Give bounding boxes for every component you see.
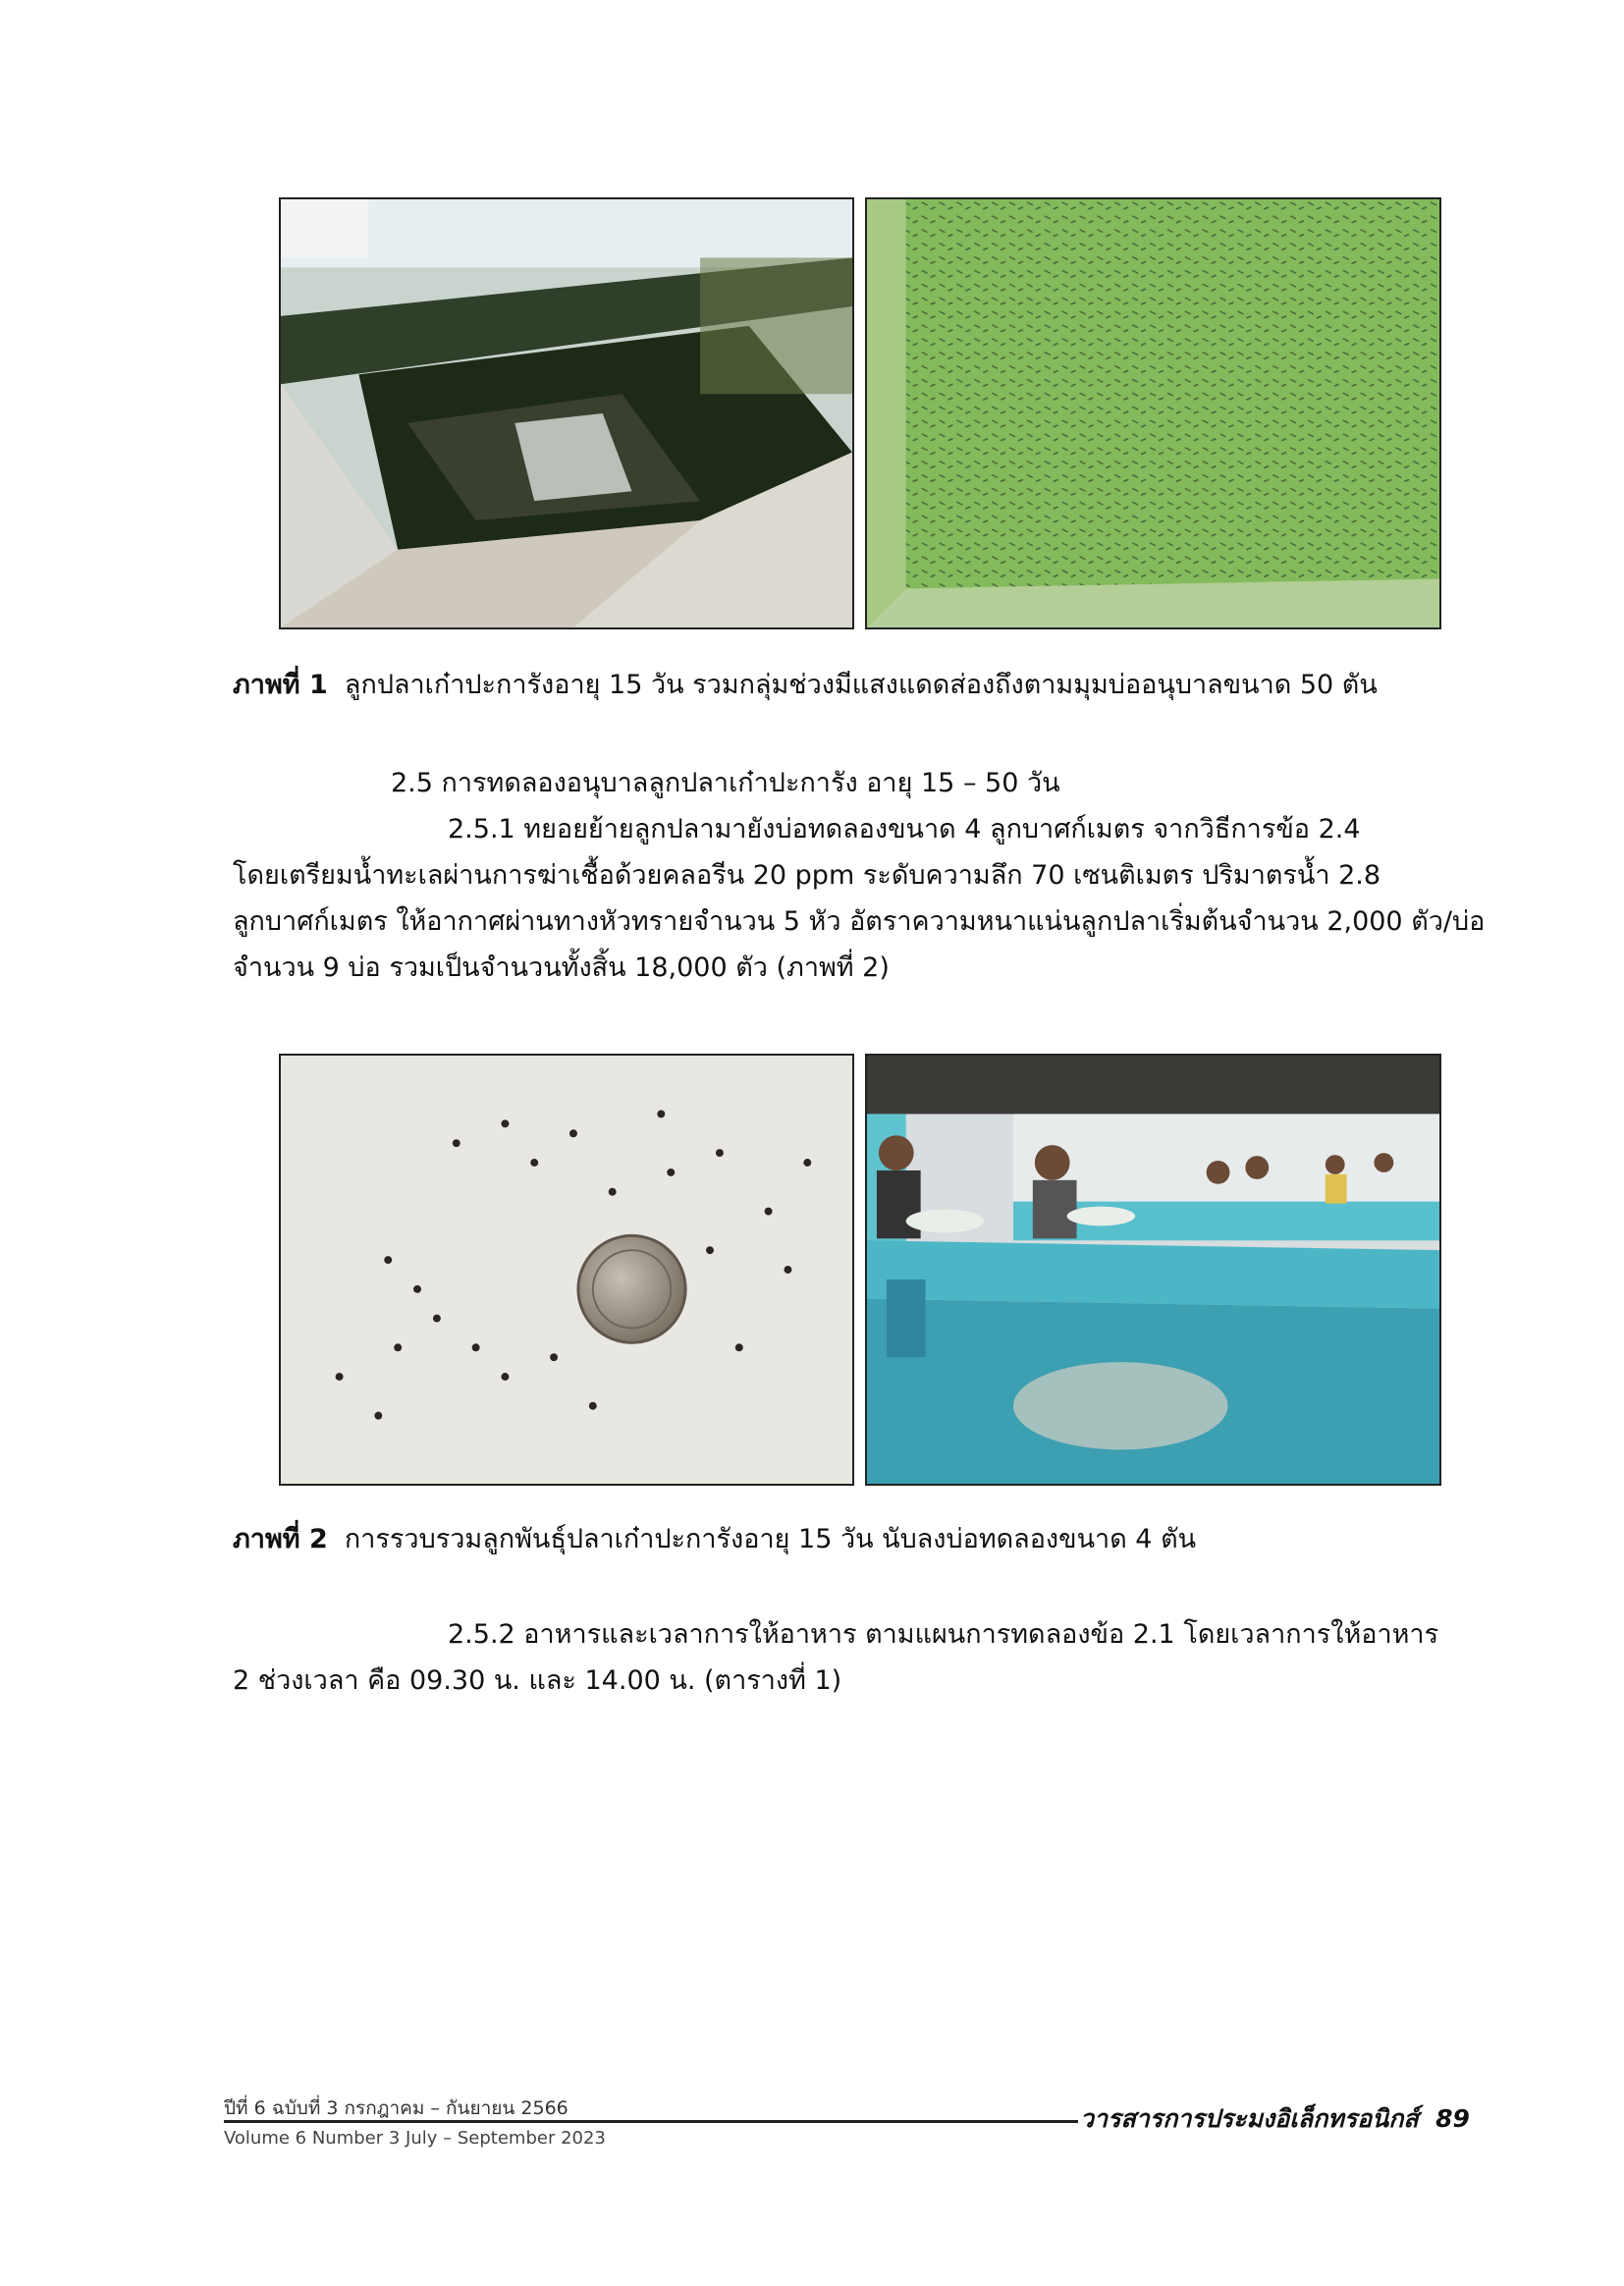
page-number: 89: [1435, 2104, 1470, 2133]
figure1-photo-fry-corner: [865, 197, 1441, 629]
footer-journal: [1080, 2099, 1470, 2139]
section-2-5-1-line-2: โดยเตรียมน้ำทะเลผ่านการฆ่าเชื้อด้วยคลอรีน 20 ppm ระดับความลึก 70 เซนติเมตร ปริมาตรน้ำ 2.8: [233, 860, 1381, 891]
figure1-label: ภาพที่ 1: [233, 670, 328, 700]
figure2-caption: [233, 1520, 1196, 1559]
section-2-5-heading: 2.5 การทดลองอนุบาลลูกปลาเก๋าปะการัง อายุ 15 – 50 วัน: [391, 768, 1060, 798]
footer-issue-thai: ปีที่ 6 ฉบับที่ 3 กรกฎาคม – กันยายน 2566: [224, 2097, 568, 2119]
footer-rule: [224, 2120, 1078, 2123]
section-2-5-1-line-1: 2.5.1 ทยอยย้ายลูกปลามายังบ่อทดลองขนาด 4 ลูกบาศก์เมตร จากวิธีการข้อ 2.4: [448, 814, 1361, 844]
figure2-text: การรวบรวมลูกพันธุ์ปลาเก๋าปะการังอายุ 15 วัน นับลงบ่อทดลองขนาด 4 ตัน: [344, 1524, 1197, 1554]
figure1-text: ลูกปลาเก๋าปะการังอายุ 15 วัน รวมกลุ่มช่วงมีแสงแดดส่องถึงตามมุมบ่ออนุบาลขนาด 50 ตัน: [344, 670, 1378, 700]
journal-title: วารสารการประมงอิเล็กทรอนิกส์: [1080, 2104, 1419, 2133]
figure1-caption: [233, 666, 1378, 705]
footer-issue-english: Volume 6 Number 3 July – September 2023: [224, 2128, 606, 2149]
section-2-5-2-line-1: 2.5.2 อาหารและเวลาการให้อาหาร ตามแผนการทดลองข้อ 2.1 โดยเวลาการให้อาหาร: [448, 1619, 1439, 1650]
figure2-label: ภาพที่ 2: [233, 1524, 328, 1554]
figure2-photo-nursery-tanks: [865, 1054, 1441, 1486]
section-2-5-1-line-4: จำนวน 9 บ่อ รวมเป็นจำนวนทั้งสิ้น 18,000 ตัว (ภาพที่ 2): [233, 952, 890, 983]
section-2-5-1-line-3: ลูกบาศก์เมตร ให้อากาศผ่านทางหัวทรายจำนวน 5 หัว อัตราความหนาแน่นลูกปลาเริ่มต้นจำนวน 2,000 ตัว/บ่อ: [233, 906, 1486, 937]
section-2-5-2-line-2: 2 ช่วงเวลา คือ 09.30 น. และ 14.00 น. (ตารางที่ 1): [233, 1665, 842, 1696]
figure2-photo-fry-coin: [279, 1054, 854, 1486]
figure1-photo-pond: [279, 197, 854, 629]
